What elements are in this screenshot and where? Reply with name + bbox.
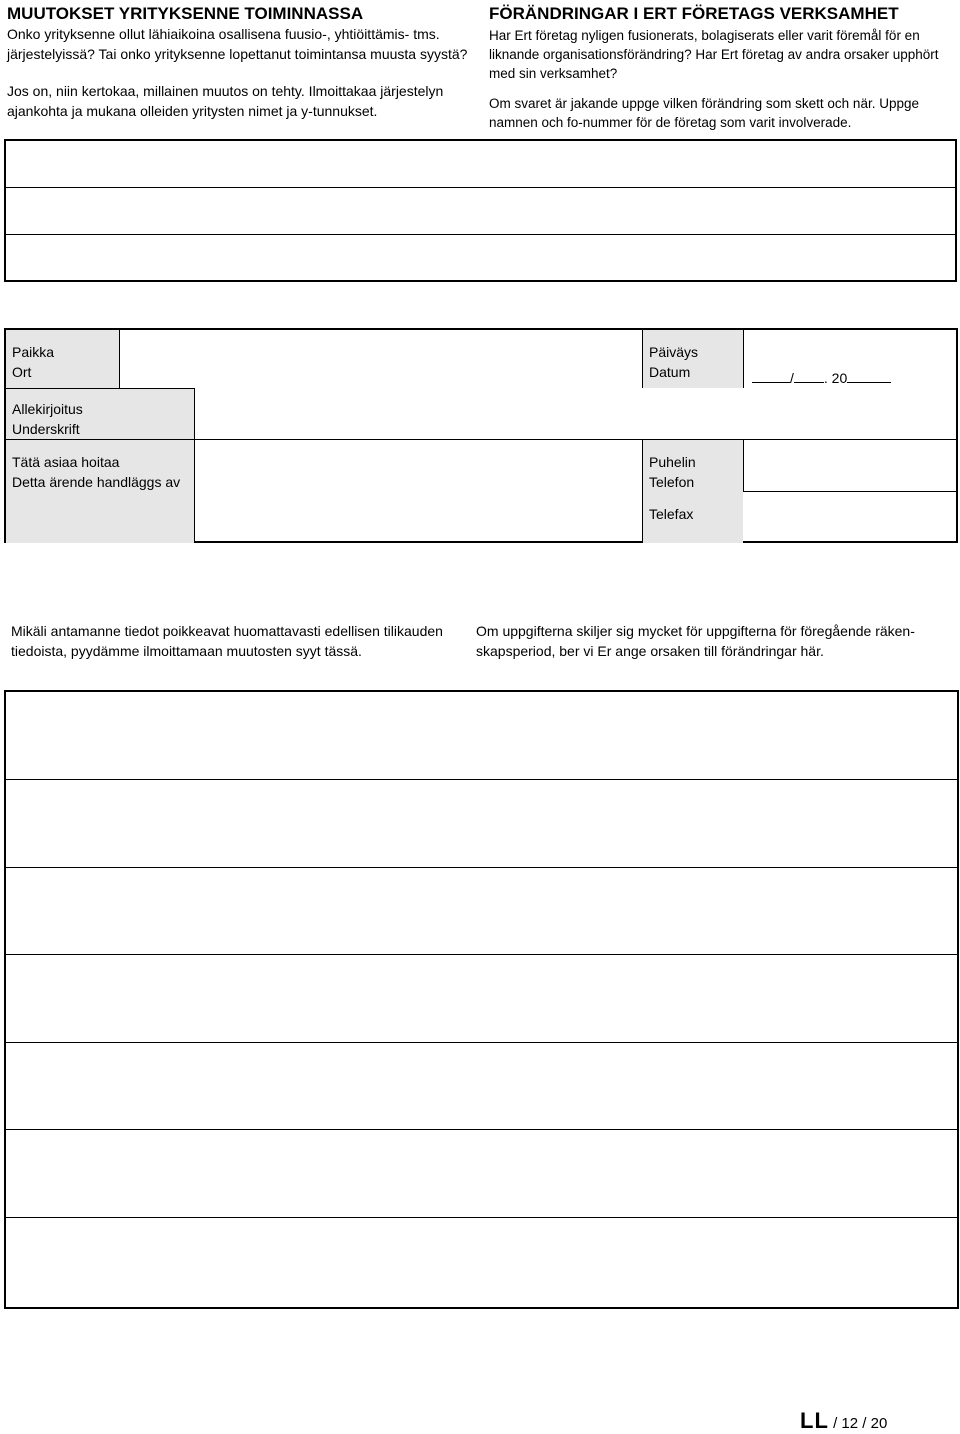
phone-label bbox=[649, 452, 696, 492]
footer-separator: / bbox=[862, 1415, 867, 1432]
right-section bbox=[489, 4, 959, 132]
deviation-text-fi bbox=[11, 621, 471, 661]
deviation-fi-line2: tiedoista, pyydämme ilmoittamaan muutosten syyt tässä. bbox=[11, 643, 362, 659]
handler-label bbox=[12, 452, 180, 492]
reason-row-line-2 bbox=[6, 867, 957, 868]
question-sv-line1: Har Ert företag nyligen fusionerats, bolagiserats eller varit föremål för en bbox=[489, 28, 920, 43]
phone-label-sv: Telefon bbox=[649, 474, 695, 490]
question-sv-line2: liknande organisationsförändring? Har Ert företag av andra orsaker upphört bbox=[489, 47, 939, 62]
deviation-fi-line1: Mikäli antamanne tiedot poikkeavat huomattavasti edellisen tilikauden bbox=[11, 623, 443, 639]
signature-label-fi: Allekirjoitus bbox=[12, 401, 83, 417]
date-day-blank[interactable] bbox=[752, 368, 790, 383]
place-label bbox=[12, 342, 54, 382]
date-label bbox=[649, 342, 698, 382]
reason-row-line-3 bbox=[6, 954, 957, 955]
deviation-sv-line1: Om uppgifterna skiljer sig mycket för uppgifterna för föregående räken- bbox=[476, 623, 915, 639]
date-year-prefix: . 20 bbox=[823, 370, 848, 386]
section-title-fi: MUUTOKSET YRITYKSENNE TOIMINNASSA bbox=[7, 4, 364, 23]
date-month-blank[interactable] bbox=[794, 368, 824, 383]
grid-vline bbox=[743, 330, 744, 388]
date-label-sv: Datum bbox=[649, 364, 691, 380]
signature-input[interactable] bbox=[196, 390, 956, 437]
grid-vline bbox=[642, 439, 643, 543]
grid-vline bbox=[194, 388, 195, 543]
question-fi-line1: Onko yrityksenne ollut lähiaikoina osallisena fuusio-, yhtiöittämis- tms. bbox=[7, 26, 440, 42]
handler-label-fi: Tätä asiaa hoitaa bbox=[12, 454, 120, 470]
reason-row-line-1 bbox=[6, 779, 957, 780]
form-code: LL bbox=[800, 1408, 829, 1433]
instruction-fi-line2: ajankohta ja mukana olleiden yritysten nimet ja y-tunnukset. bbox=[7, 103, 378, 119]
grid-vline bbox=[743, 439, 744, 491]
handler-input[interactable] bbox=[196, 441, 640, 541]
signature-label-sv: Underskrift bbox=[12, 421, 80, 437]
phone-input[interactable] bbox=[745, 441, 956, 489]
deviation-reason-box[interactable] bbox=[4, 690, 959, 1309]
instruction-sv-line2: namnen och fo-nummer för de företag som varit involverade. bbox=[489, 115, 852, 130]
deviation-sv-line2: skapsperiod, ber vi Er ange orsaken till förändringar här. bbox=[476, 643, 824, 659]
change-description-box[interactable] bbox=[4, 139, 957, 282]
deviation-text-sv bbox=[476, 621, 956, 661]
question-sv-line3: med sin verksamhet? bbox=[489, 66, 618, 81]
handler-label-sv: Detta ärende handläggs av bbox=[12, 474, 181, 490]
date-input[interactable] bbox=[752, 368, 891, 388]
date-year-blank[interactable] bbox=[847, 368, 891, 383]
instruction-fi-line1: Jos on, niin kertokaa, millainen muutos on tehty. Ilmoittakaa järjestelyn bbox=[7, 83, 444, 99]
reason-row-line-4 bbox=[6, 1042, 957, 1043]
grid-hline bbox=[6, 388, 194, 389]
reason-row-line-5 bbox=[6, 1129, 957, 1130]
grid-hline bbox=[743, 491, 956, 492]
grid-hline bbox=[6, 439, 956, 440]
change-row-line-1 bbox=[6, 187, 955, 188]
page-total: 20 bbox=[870, 1415, 888, 1432]
instruction-sv-line1: Om svaret är jakande uppge vilken förändring som skett och när. Uppge bbox=[489, 96, 919, 111]
fax-label: Telefax bbox=[649, 506, 694, 522]
phone-label-fi: Puhelin bbox=[649, 454, 696, 470]
signature-label bbox=[12, 399, 83, 439]
grid-vline bbox=[119, 330, 120, 388]
left-section bbox=[7, 4, 477, 121]
place-label-sv: Ort bbox=[12, 364, 32, 380]
date-slash: / bbox=[790, 370, 794, 386]
page-footer bbox=[800, 1408, 887, 1434]
reason-row-line-6 bbox=[6, 1217, 957, 1218]
change-row-line-2 bbox=[6, 234, 955, 235]
footer-separator: / bbox=[833, 1415, 838, 1432]
section-title-sv: FÖRÄNDRINGAR I ERT FÖRETAGS VERKSAMHET bbox=[489, 4, 899, 23]
grid-vline bbox=[642, 330, 643, 388]
date-label-fi: Päiväys bbox=[649, 344, 699, 360]
page-number: 12 bbox=[841, 1415, 859, 1432]
signature-form bbox=[4, 328, 958, 543]
place-label-fi: Paikka bbox=[12, 344, 55, 360]
question-fi-line2: järjestelyissä? Tai onko yrityksenne lopettanut toimintansa muusta syystä? bbox=[7, 46, 468, 62]
place-input[interactable] bbox=[121, 332, 640, 386]
fax-input[interactable] bbox=[745, 493, 956, 541]
